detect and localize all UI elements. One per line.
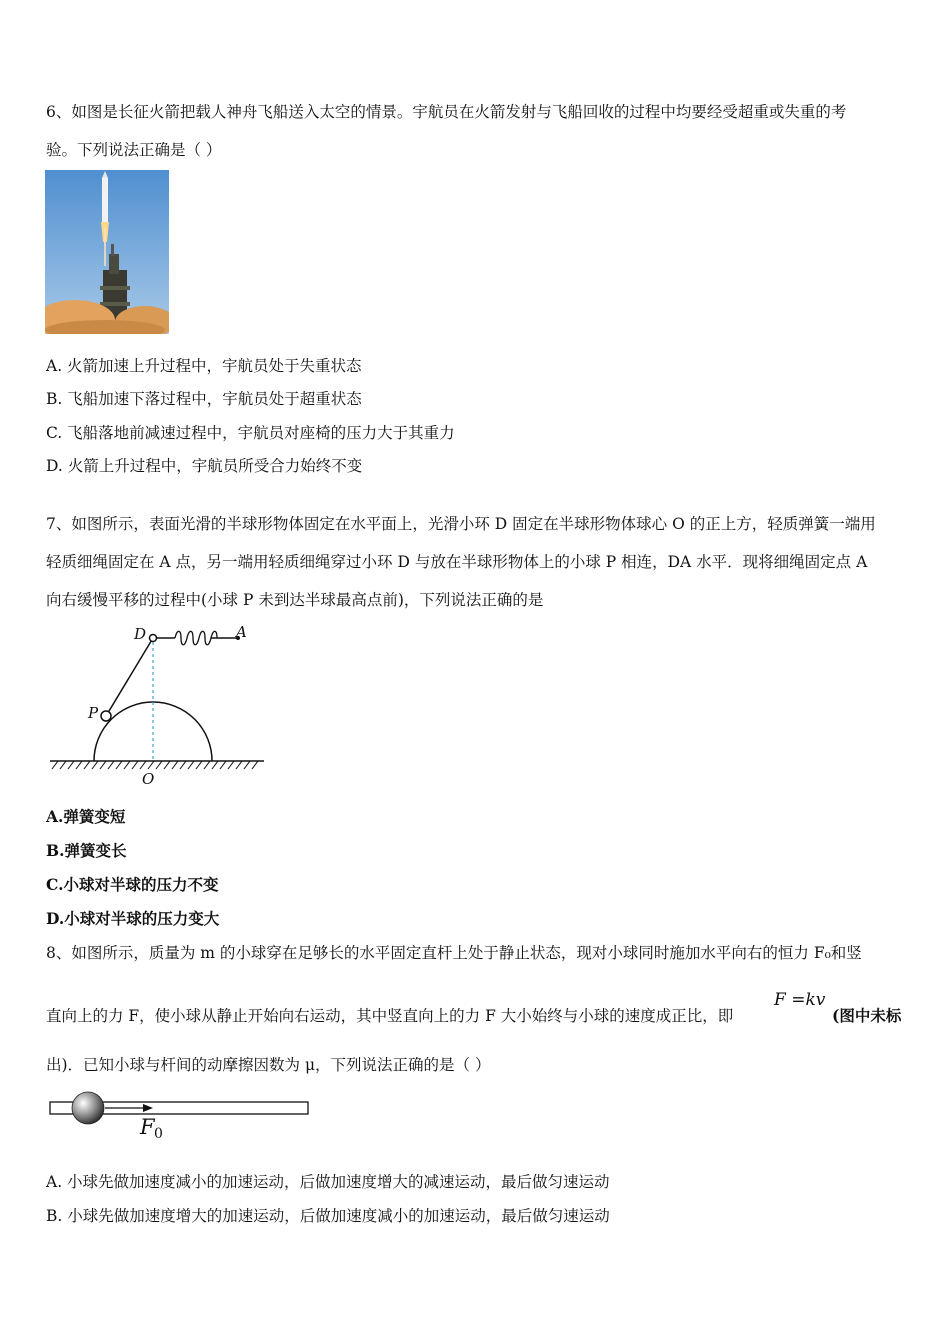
q6-option-c: C. 飞船落地前减速过程中，宇航员对座椅的压力大于其重力 xyxy=(46,424,455,442)
label-d: D xyxy=(134,625,147,643)
q7-stem-line3: 向右缓慢平移的过程中(小球 P 未到达半球最高点前)，下列说法正确的是 xyxy=(46,591,544,609)
q6-stem-line1: 6、如图是长征火箭把载人神舟飞船送入太空的情景。宇航员在火箭发射与飞船回收的过程中均要经受超重或失重的考 xyxy=(46,103,847,121)
q8-stem-line3: 出)．已知小球与杆间的动摩擦因数为 μ，下列说法正确的是（ ） xyxy=(46,1056,491,1074)
label-a: A xyxy=(236,623,247,641)
rocket-launch-photo xyxy=(45,170,169,334)
q6-option-d: D. 火箭上升过程中，宇航员所受合力始终不变 xyxy=(46,457,363,475)
label-o: O xyxy=(142,770,155,788)
hemisphere-spring-diagram xyxy=(40,620,280,792)
q7-option-c: C.小球对半球的压力不变 xyxy=(46,875,219,894)
label-f0-subscript: 0 xyxy=(154,1126,163,1142)
q8-stem-line2-part2: (图中未标 xyxy=(832,1006,902,1025)
q8-stem-line2-part1: 直向上的力 F，使小球从静止开始向右运动，其中竖直向上的力 F 大小始终与小球的速度成正比，即 xyxy=(46,1007,734,1025)
label-p: P xyxy=(88,704,99,722)
rod-ball-diagram xyxy=(45,1088,315,1144)
q7-option-d: D.小球对半球的压力变大 xyxy=(46,909,220,928)
q6-option-b: B. 飞船加速下落过程中，宇航员处于超重状态 xyxy=(46,390,362,408)
q8-formula: F =kv xyxy=(774,990,826,1010)
q7-stem-line2: 轻质细绳固定在 A 点，另一端用轻质细绳穿过小环 D 与放在半球形物体上的小球 P 相连，DA 水平．现将细绳固定点 A xyxy=(46,553,868,571)
label-f0: F xyxy=(140,1115,155,1139)
q7-stem-line1: 7、如图所示，表面光滑的半球形物体固定在水平面上，光滑小环 D 固定在半球形物体球心 O 的正上方，轻质弹簧一端用 xyxy=(46,515,876,533)
q8-option-a: A. 小球先做加速度减小的加速运动，后做加速度增大的减速运动，最后做匀速运动 xyxy=(46,1173,610,1191)
q6-stem-line2: 验。下列说法正确是（ ） xyxy=(46,141,222,159)
q7-option-b: B.弹簧变长 xyxy=(46,841,127,860)
q8-stem-line1: 8、如图所示，质量为 m 的小球穿在足够长的水平固定直杆上处于静止状态，现对小球同时施加水平向右的恒力 F₀和竖 xyxy=(46,944,862,962)
q7-option-a: A.弹簧变短 xyxy=(46,807,126,826)
q8-option-b: B. 小球先做加速度增大的加速运动，后做加速度减小的加速运动，最后做匀速运动 xyxy=(46,1207,610,1225)
q6-option-a: A. 火箭加速上升过程中，宇航员处于失重状态 xyxy=(46,357,362,375)
